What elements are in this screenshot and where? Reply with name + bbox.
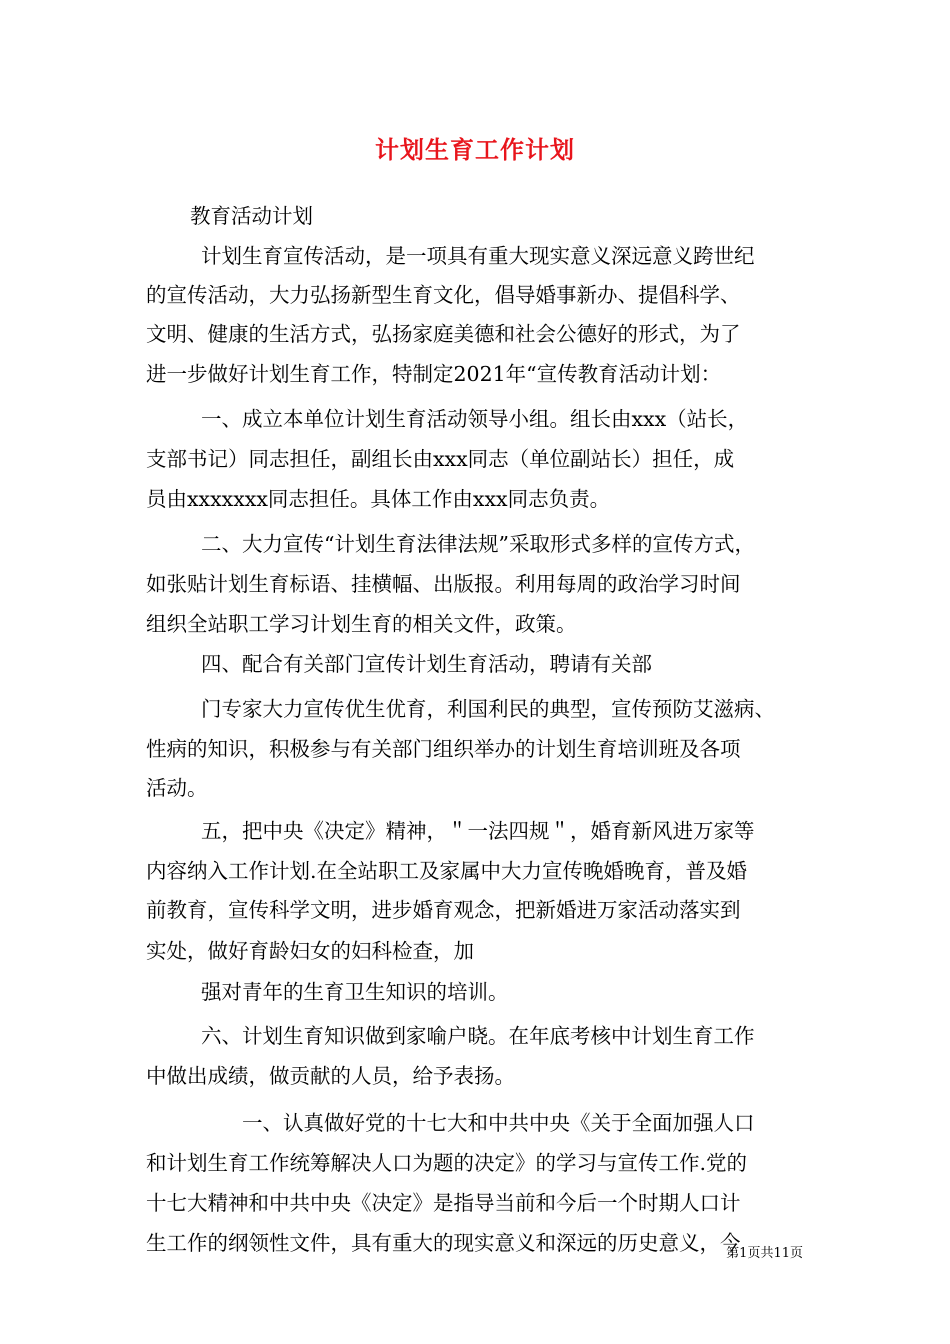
text-line: 性病的知识，积极参与有关部门组织举办的计划生育培训班及各项 (146, 737, 741, 761)
text-line: 生工作的纲领性文件，具有重大的现实意义和深远的历史意义，今 (146, 1231, 741, 1255)
text-line: 门专家大力宣传优生优育，利国利民的典型，宣传预防艾滋病、 (201, 697, 775, 721)
text-line: 的宣传活动，大力弘扬新型生育文化，倡导婚事新办、提倡科学、 (146, 283, 741, 307)
text-line: 和计划生育工作统筹解决人口为题的决定》的学习与宣传工作.党的 (146, 1151, 748, 1175)
text-line: 实处，做好育龄妇女的妇科检查，加 (146, 939, 474, 963)
text-line: 强对青年的生育卫生知识的培训。 (201, 980, 509, 1004)
text-line: 一、成立本单位计划生育活动领导小组。组长由xxx（站长， (201, 407, 749, 431)
text-line: 支部书记）同志担任，副组长由xxx同志（单位副站长）担任，成 (146, 447, 735, 471)
text-line: 文明、健康的生活方式，弘扬家庭美德和社会公德好的形式，为了 (146, 322, 741, 346)
text-line: 组织全站职工学习计划生育的相关文件，政策。 (146, 612, 577, 636)
text-line: 如张贴计划生育标语、挂横幅、出版报。利用每周的政治学习时间 (146, 572, 741, 596)
text-line: 中做出成绩，做贡献的人员，给予表扬。 (146, 1064, 515, 1088)
document-title: 计划生育工作计划 (375, 135, 575, 164)
text-line: 二、大力宣传“计划生育法律法规”采取形式多样的宣传方式， (201, 532, 755, 556)
text-line: 活动。 (146, 776, 208, 800)
text-line: 十七大精神和中共中央《决定》是指导当前和今后一个时期人口计 (146, 1191, 741, 1215)
text-line: 教育活动计划 (190, 204, 313, 228)
text-line: 五，把中央《决定》精神，＂一法四规＂，婚育新风进万家等 (201, 819, 755, 843)
text-line: 前教育，宣传科学文明，进步婚育观念，把新婚进万家活动落实到 (146, 898, 741, 922)
page-number: 第1页共11页 (726, 1246, 803, 1261)
text-line: 四、配合有关部门宣传计划生育活动，聘请有关部 (201, 652, 652, 676)
text-line: 六、计划生育知识做到家喻户晓。在年底考核中计划生育工作 (201, 1024, 755, 1048)
text-line: 进一步做好计划生育工作，特制定2021年“宣传教育活动计划： (146, 362, 722, 386)
text-line: 员由xxxxxxx同志担任。具体工作由xxx同志负责。 (146, 487, 611, 511)
text-line: 一、认真做好党的十七大和中共中央《关于全面加强人口 (242, 1111, 755, 1135)
text-line: 计划生育宣传活动，是一项具有重大现实意义深远意义跨世纪 (201, 244, 755, 268)
text-line: 内容纳入工作计划.在全站职工及家属中大力宣传晚婚晚育，普及婚 (146, 859, 748, 883)
